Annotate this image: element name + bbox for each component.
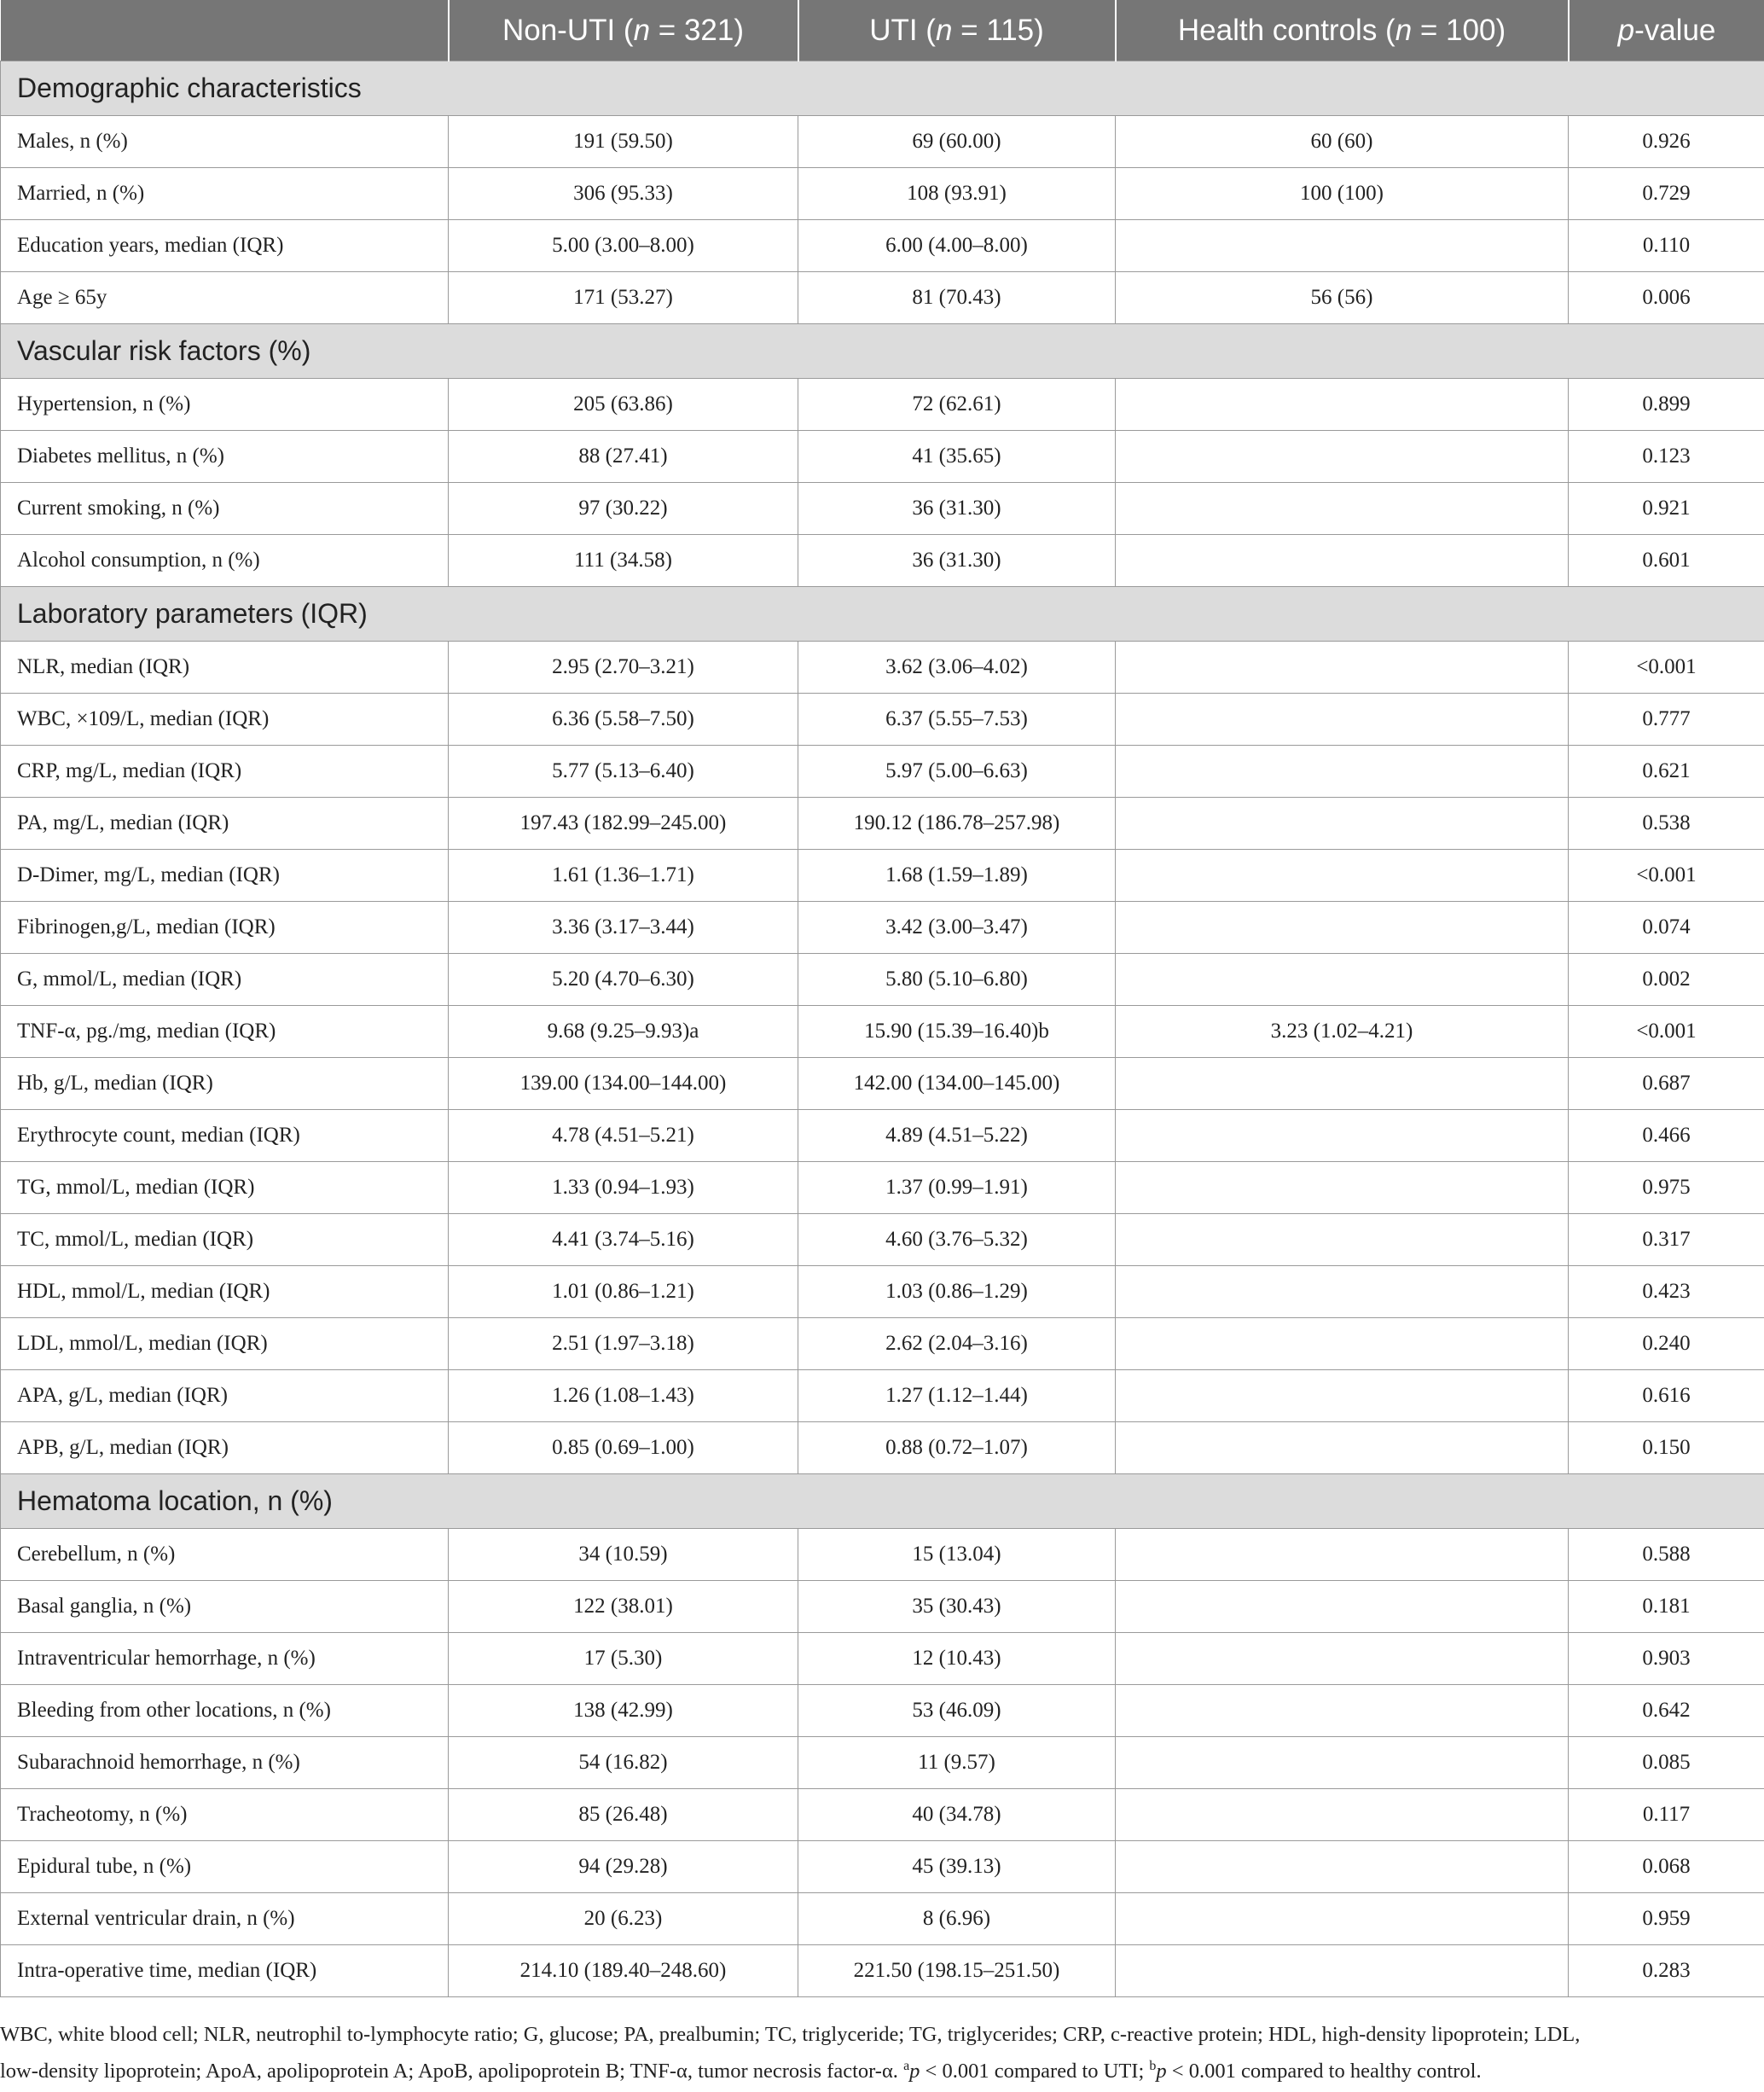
cell-variable: Bleeding from other locations, n (%)	[1, 1685, 449, 1737]
cell-uti: 12 (10.43)	[798, 1633, 1116, 1685]
cell-non-uti: 3.36 (3.17–3.44)	[449, 902, 798, 954]
cell-non-uti: 5.20 (4.70–6.30)	[449, 954, 798, 1006]
section-header-row	[1, 324, 1764, 379]
cell-non-uti: 34 (10.59)	[449, 1529, 798, 1581]
cell-p-value: 0.926	[1569, 116, 1764, 168]
cell-p-value: 0.959	[1569, 1893, 1764, 1945]
cell-variable: Intraventricular hemorrhage, n (%)	[1, 1633, 449, 1685]
table-row	[1, 1945, 1764, 1997]
cell-non-uti: 4.78 (4.51–5.21)	[449, 1110, 798, 1162]
cell-non-uti: 139.00 (134.00–144.00)	[449, 1058, 798, 1110]
table-row	[1, 1789, 1764, 1841]
table-row	[1, 1214, 1764, 1266]
cell-uti: 35 (30.43)	[798, 1581, 1116, 1633]
header-variable	[1, 0, 449, 61]
cell-p-value: 0.538	[1569, 798, 1764, 850]
cell-health-controls	[1116, 483, 1569, 535]
cell-non-uti: 88 (27.41)	[449, 431, 798, 483]
cell-p-value: 0.466	[1569, 1110, 1764, 1162]
cell-p-value: 0.975	[1569, 1162, 1764, 1214]
cell-health-controls	[1116, 1737, 1569, 1789]
cell-health-controls	[1116, 1685, 1569, 1737]
cell-non-uti: 9.68 (9.25–9.93)a	[449, 1006, 798, 1058]
table-row	[1, 1685, 1764, 1737]
cell-variable: Current smoking, n (%)	[1, 483, 449, 535]
cell-uti: 1.37 (0.99–1.91)	[798, 1162, 1116, 1214]
table-row	[1, 431, 1764, 483]
cell-p-value: 0.123	[1569, 431, 1764, 483]
cell-non-uti: 171 (53.27)	[449, 272, 798, 324]
cell-variable: LDL, mmol/L, median (IQR)	[1, 1318, 449, 1370]
cell-uti: 53 (46.09)	[798, 1685, 1116, 1737]
cell-variable: PA, mg/L, median (IQR)	[1, 798, 449, 850]
cell-uti: 36 (31.30)	[798, 535, 1116, 587]
cell-variable: Hypertension, n (%)	[1, 379, 449, 431]
cell-variable: Erythrocyte count, median (IQR)	[1, 1110, 449, 1162]
cell-variable: CRP, mg/L, median (IQR)	[1, 746, 449, 798]
cell-health-controls	[1116, 1581, 1569, 1633]
cell-uti: 4.60 (3.76–5.32)	[798, 1214, 1116, 1266]
cell-uti: 6.00 (4.00–8.00)	[798, 220, 1116, 272]
table-row	[1, 902, 1764, 954]
table-row	[1, 1058, 1764, 1110]
cell-non-uti: 191 (59.50)	[449, 116, 798, 168]
cell-health-controls	[1116, 1058, 1569, 1110]
table-row	[1, 850, 1764, 902]
cell-non-uti: 4.41 (3.74–5.16)	[449, 1214, 798, 1266]
cell-non-uti: 97 (30.22)	[449, 483, 798, 535]
cell-health-controls	[1116, 902, 1569, 954]
cell-uti: 2.62 (2.04–3.16)	[798, 1318, 1116, 1370]
table-row	[1, 1893, 1764, 1945]
section-title: Vascular risk factors (%)	[1, 324, 1764, 379]
cell-non-uti: 1.01 (0.86–1.21)	[449, 1266, 798, 1318]
cell-health-controls	[1116, 431, 1569, 483]
cell-uti: 40 (34.78)	[798, 1789, 1116, 1841]
cell-p-value: 0.181	[1569, 1581, 1764, 1633]
cell-variable: HDL, mmol/L, median (IQR)	[1, 1266, 449, 1318]
table-row	[1, 535, 1764, 587]
cell-p-value: 0.729	[1569, 168, 1764, 220]
cell-non-uti: 138 (42.99)	[449, 1685, 798, 1737]
cell-non-uti: 0.85 (0.69–1.00)	[449, 1422, 798, 1474]
header-uti: UTI (n = 115)	[798, 0, 1116, 61]
cell-health-controls	[1116, 1529, 1569, 1581]
cell-health-controls	[1116, 1318, 1569, 1370]
section-title: Demographic characteristics	[1, 61, 1764, 116]
cell-uti: 108 (93.91)	[798, 168, 1116, 220]
section-header-row	[1, 587, 1764, 642]
cell-p-value: 0.601	[1569, 535, 1764, 587]
cell-uti: 41 (35.65)	[798, 431, 1116, 483]
cell-non-uti: 20 (6.23)	[449, 1893, 798, 1945]
cell-variable: Epidural tube, n (%)	[1, 1841, 449, 1893]
cell-health-controls	[1116, 850, 1569, 902]
cell-non-uti: 94 (29.28)	[449, 1841, 798, 1893]
footnote-line-2: low-density lipoprotein; ApoA, apolipoprotein A; ApoB, apolipoprotein B; TNF-α, tumor necrosis factor-α. $^a$p < 0.001 compared to UTI; $^b$p < 0.001 compared to healthy control.	[0, 2059, 1482, 2083]
table-row	[1, 1422, 1764, 1474]
cell-health-controls: 100 (100)	[1116, 168, 1569, 220]
cell-health-controls	[1116, 1422, 1569, 1474]
cell-non-uti: 2.51 (1.97–3.18)	[449, 1318, 798, 1370]
cell-uti: 5.80 (5.10–6.80)	[798, 954, 1116, 1006]
cell-non-uti: 306 (95.33)	[449, 168, 798, 220]
cell-health-controls	[1116, 220, 1569, 272]
cell-p-value: <0.001	[1569, 850, 1764, 902]
header-health-controls: Health controls (n = 100)	[1116, 0, 1569, 61]
cell-uti: 142.00 (134.00–145.00)	[798, 1058, 1116, 1110]
footnote-line-1: WBC, white blood cell; NLR, neutrophil to-lymphocyte ratio; G, glucose; PA, prealbumin; TC, triglyceride; TG, triglycerides; CRP, c-reactive protein; HDL, high-density lipoprotein; LDL,	[0, 2023, 1581, 2046]
cell-variable: TNF-α, pg./mg, median (IQR)	[1, 1006, 449, 1058]
cell-variable: APA, g/L, median (IQR)	[1, 1370, 449, 1422]
cell-health-controls	[1116, 379, 1569, 431]
cell-non-uti: 205 (63.86)	[449, 379, 798, 431]
cell-health-controls	[1116, 1162, 1569, 1214]
table-body	[1, 61, 1764, 1997]
cell-p-value: 0.117	[1569, 1789, 1764, 1841]
header-non-uti: Non-UTI (n = 321)	[449, 0, 798, 61]
table-row	[1, 1110, 1764, 1162]
cell-p-value: 0.085	[1569, 1737, 1764, 1789]
cell-health-controls	[1116, 1893, 1569, 1945]
cell-uti: 4.89 (4.51–5.22)	[798, 1110, 1116, 1162]
section-title: Laboratory parameters (IQR)	[1, 587, 1764, 642]
cell-uti: 81 (70.43)	[798, 272, 1116, 324]
cell-variable: Fibrinogen,g/L, median (IQR)	[1, 902, 449, 954]
cell-non-uti: 122 (38.01)	[449, 1581, 798, 1633]
cell-p-value: 0.317	[1569, 1214, 1764, 1266]
cell-p-value: 0.642	[1569, 1685, 1764, 1737]
table-row	[1, 1581, 1764, 1633]
cell-uti: 3.62 (3.06–4.02)	[798, 642, 1116, 694]
cell-non-uti: 111 (34.58)	[449, 535, 798, 587]
cell-variable: WBC, ×109/L, median (IQR)	[1, 694, 449, 746]
cell-uti: 1.03 (0.86–1.29)	[798, 1266, 1116, 1318]
table-row	[1, 379, 1764, 431]
cell-uti: 15.90 (15.39–16.40)b	[798, 1006, 1116, 1058]
table-row	[1, 1318, 1764, 1370]
cell-p-value: 0.777	[1569, 694, 1764, 746]
cell-non-uti: 2.95 (2.70–3.21)	[449, 642, 798, 694]
cell-uti: 221.50 (198.15–251.50)	[798, 1945, 1116, 1997]
cell-health-controls	[1116, 1945, 1569, 1997]
cell-uti: 15 (13.04)	[798, 1529, 1116, 1581]
cell-health-controls	[1116, 694, 1569, 746]
cell-variable: Hb, g/L, median (IQR)	[1, 1058, 449, 1110]
cell-health-controls	[1116, 1266, 1569, 1318]
cell-health-controls	[1116, 1633, 1569, 1685]
section-header-row	[1, 61, 1764, 116]
cell-p-value: 0.002	[1569, 954, 1764, 1006]
table-row	[1, 746, 1764, 798]
cell-variable: NLR, median (IQR)	[1, 642, 449, 694]
cell-variable: TC, mmol/L, median (IQR)	[1, 1214, 449, 1266]
cell-p-value: 0.588	[1569, 1529, 1764, 1581]
cell-variable: Subarachnoid hemorrhage, n (%)	[1, 1737, 449, 1789]
cell-uti: 69 (60.00)	[798, 116, 1116, 168]
cell-variable: Alcohol consumption, n (%)	[1, 535, 449, 587]
header-p-value: p-value	[1569, 0, 1764, 61]
cell-uti: 8 (6.96)	[798, 1893, 1116, 1945]
cell-health-controls	[1116, 954, 1569, 1006]
cell-uti: 1.68 (1.59–1.89)	[798, 850, 1116, 902]
cell-p-value: 0.110	[1569, 220, 1764, 272]
cell-non-uti: 17 (5.30)	[449, 1633, 798, 1685]
cell-variable: G, mmol/L, median (IQR)	[1, 954, 449, 1006]
cell-uti: 45 (39.13)	[798, 1841, 1116, 1893]
cell-uti: 6.37 (5.55–7.53)	[798, 694, 1116, 746]
table-row	[1, 954, 1764, 1006]
cell-p-value: <0.001	[1569, 1006, 1764, 1058]
section-title: Hematoma location, n (%)	[1, 1474, 1764, 1529]
cell-variable: Married, n (%)	[1, 168, 449, 220]
cell-health-controls	[1116, 746, 1569, 798]
table-row	[1, 1266, 1764, 1318]
cell-uti: 36 (31.30)	[798, 483, 1116, 535]
section-header-row	[1, 1474, 1764, 1529]
cell-uti: 190.12 (186.78–257.98)	[798, 798, 1116, 850]
cell-uti: 1.27 (1.12–1.44)	[798, 1370, 1116, 1422]
header-row	[1, 0, 1764, 61]
cell-health-controls	[1116, 1841, 1569, 1893]
table-row	[1, 483, 1764, 535]
cell-variable: External ventricular drain, n (%)	[1, 1893, 449, 1945]
cell-variable: Tracheotomy, n (%)	[1, 1789, 449, 1841]
cell-variable: TG, mmol/L, median (IQR)	[1, 1162, 449, 1214]
cell-variable: Basal ganglia, n (%)	[1, 1581, 449, 1633]
cell-health-controls	[1116, 642, 1569, 694]
cell-health-controls	[1116, 535, 1569, 587]
cell-uti: 0.88 (0.72–1.07)	[798, 1422, 1116, 1474]
cell-variable: Diabetes mellitus, n (%)	[1, 431, 449, 483]
table-row	[1, 1633, 1764, 1685]
cell-health-controls: 3.23 (1.02–4.21)	[1116, 1006, 1569, 1058]
table-row	[1, 168, 1764, 220]
cell-p-value: 0.903	[1569, 1633, 1764, 1685]
table-row	[1, 798, 1764, 850]
cell-non-uti: 1.33 (0.94–1.93)	[449, 1162, 798, 1214]
cell-non-uti: 1.26 (1.08–1.43)	[449, 1370, 798, 1422]
cell-health-controls: 56 (56)	[1116, 272, 1569, 324]
table-header	[1, 0, 1764, 61]
cell-variable: D-Dimer, mg/L, median (IQR)	[1, 850, 449, 902]
cell-health-controls	[1116, 1789, 1569, 1841]
table-row	[1, 116, 1764, 168]
table-row	[1, 1737, 1764, 1789]
cell-p-value: 0.899	[1569, 379, 1764, 431]
cell-variable: Age ≥ 65y	[1, 272, 449, 324]
table-row	[1, 694, 1764, 746]
cell-p-value: 0.240	[1569, 1318, 1764, 1370]
cell-uti: 11 (9.57)	[798, 1737, 1116, 1789]
cell-health-controls	[1116, 1370, 1569, 1422]
cell-p-value: 0.283	[1569, 1945, 1764, 1997]
cell-p-value: <0.001	[1569, 642, 1764, 694]
cell-p-value: 0.616	[1569, 1370, 1764, 1422]
cell-health-controls	[1116, 798, 1569, 850]
cell-non-uti: 54 (16.82)	[449, 1737, 798, 1789]
cell-p-value: 0.621	[1569, 746, 1764, 798]
cell-non-uti: 5.00 (3.00–8.00)	[449, 220, 798, 272]
cell-non-uti: 1.61 (1.36–1.71)	[449, 850, 798, 902]
cell-p-value: 0.423	[1569, 1266, 1764, 1318]
table-row	[1, 1006, 1764, 1058]
cell-variable: Males, n (%)	[1, 116, 449, 168]
table-footnote	[0, 2019, 1757, 2087]
cell-p-value: 0.006	[1569, 272, 1764, 324]
table-row	[1, 1370, 1764, 1422]
table-row	[1, 642, 1764, 694]
cell-variable: Education years, median (IQR)	[1, 220, 449, 272]
cell-uti: 72 (62.61)	[798, 379, 1116, 431]
cell-uti: 5.97 (5.00–6.63)	[798, 746, 1116, 798]
table-row	[1, 1841, 1764, 1893]
cell-health-controls	[1116, 1110, 1569, 1162]
cell-variable: APB, g/L, median (IQR)	[1, 1422, 449, 1474]
cell-non-uti: 6.36 (5.58–7.50)	[449, 694, 798, 746]
cell-non-uti: 5.77 (5.13–6.40)	[449, 746, 798, 798]
cell-p-value: 0.687	[1569, 1058, 1764, 1110]
table-row	[1, 1162, 1764, 1214]
cell-variable: Cerebellum, n (%)	[1, 1529, 449, 1581]
cell-health-controls: 60 (60)	[1116, 116, 1569, 168]
cell-non-uti: 197.43 (182.99–245.00)	[449, 798, 798, 850]
table-row	[1, 220, 1764, 272]
cell-uti: 3.42 (3.00–3.47)	[798, 902, 1116, 954]
cell-variable: Intra-operative time, median (IQR)	[1, 1945, 449, 1997]
cell-health-controls	[1116, 1214, 1569, 1266]
cell-p-value: 0.150	[1569, 1422, 1764, 1474]
cell-non-uti: 85 (26.48)	[449, 1789, 798, 1841]
table-row	[1, 272, 1764, 324]
cell-p-value: 0.921	[1569, 483, 1764, 535]
cell-p-value: 0.068	[1569, 1841, 1764, 1893]
cell-non-uti: 214.10 (189.40–248.60)	[449, 1945, 798, 1997]
cell-p-value: 0.074	[1569, 902, 1764, 954]
table-row	[1, 1529, 1764, 1581]
